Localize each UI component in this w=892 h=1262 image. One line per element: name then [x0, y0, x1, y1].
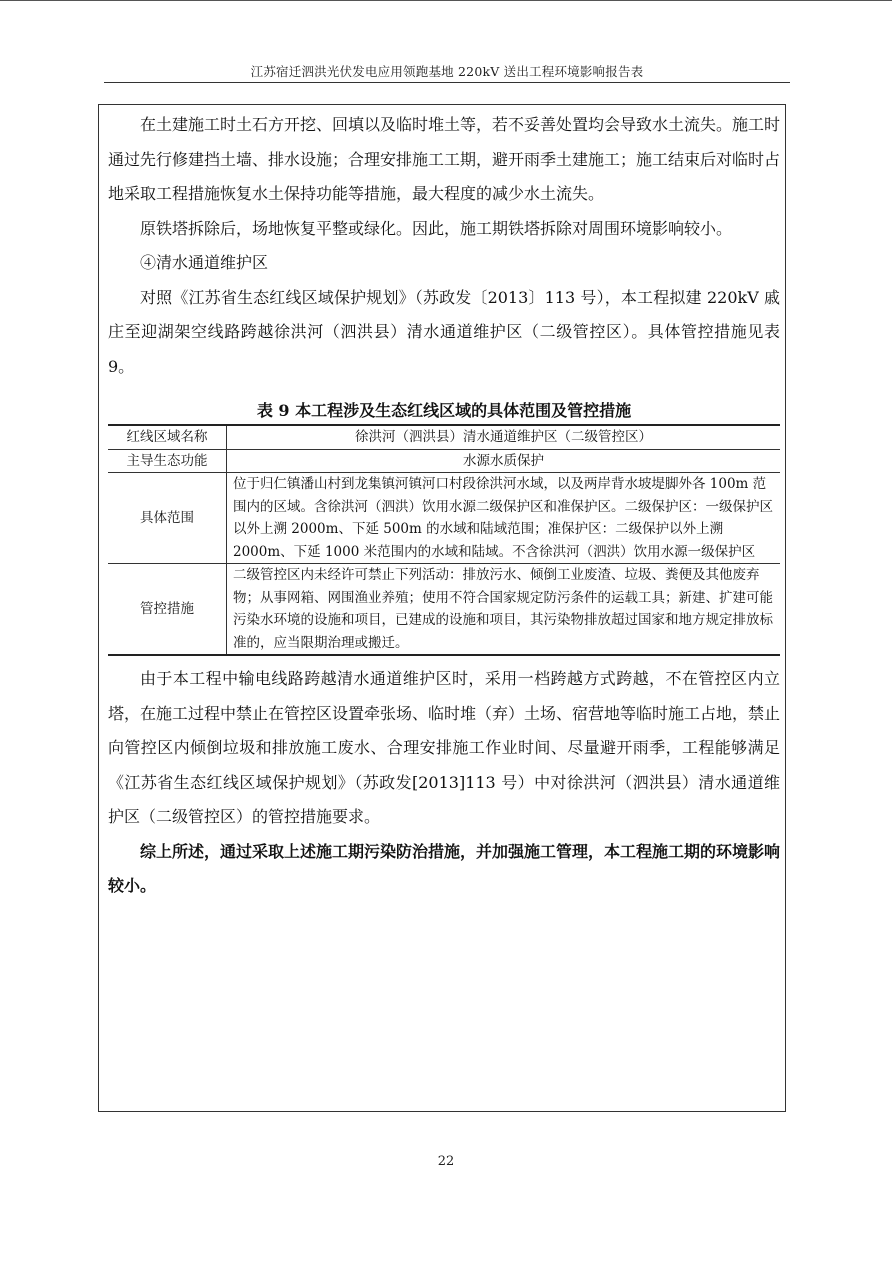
row-value: 水源水质保护: [227, 449, 781, 473]
row-label: 具体范围: [108, 473, 227, 564]
paragraph-crossing-measures: 由于本工程中输电线路跨越清水通道维护区时，采用一档跨越方式跨越，不在管控区内立塔，在施工过程中禁止在管控区设置牵张场、临时堆（弃）土场、宿营地等临时施工占地，禁止向管控区内倾倒垃圾和排放施工废水、合理安排施工作业时间、尽量避开雨季，工程能够满足《江苏省生态红线区域保护规划》（苏政发[2013]113 号）中对徐洪河（泗洪县）清水通道维护区（二级管控区）的管控措施要求。: [108, 669, 781, 826]
table-row: [108, 449, 780, 473]
paragraph-soil-erosion: 在土建施工时土石方开挖、回填以及临时堆土等，若不妥善处置均会导致水土流失。施工时通过先行修建挡土墙、排水设施；合理安排施工工期，避开雨季土建施工；施工结束后对临时占地采取工程措施恢复水土保持功能等措施，最大程度的减少水土流失。: [108, 115, 781, 203]
table-row: [108, 425, 780, 449]
ecological-redline-table: [108, 424, 780, 656]
row-value: 二级管控区内未经许可禁止下列活动：排放污水、倾倒工业废渣、垃圾、粪便及其他废弃物；从事网箱、网围渔业养殖；使用不符合国家规定防污条件的运载工具；新建、扩建可能污染水环境的设施和项目，已建成的设施和项目，其污染物排放超过国家和地方规定排放标准的，应当限期治理或搬迁。: [227, 564, 781, 656]
paragraph-conclusion: 综上所述，通过采取上述施工期污染防治措施，并加强施工管理，本工程施工期的环境影响较小。: [108, 841, 781, 895]
row-label: 主导生态功能: [108, 449, 227, 473]
top-border-line: [0, 0, 892, 1]
page-number: 22: [437, 1154, 455, 1169]
table-row: [108, 473, 780, 564]
header-rule: [104, 82, 790, 83]
content-body: [108, 108, 780, 904]
section-subheading: ④清水通道维护区: [140, 253, 269, 272]
row-value: 位于归仁镇潘山村到龙集镇河镇河口村段徐洪河水域，以及两岸背水坡堤脚外各 100m 范围内的区域。含徐洪河（泗洪）饮用水源二级保护区和准保护区。二级保护区：一级保护区以外上溯 2000m、下延 500m 的水域和陆域范围；准保护区：二级保护以外上溯 2000m、下延 1000 米范围内的水域和陆域。不含徐洪河（泗洪）饮用水源一级保护区: [227, 473, 781, 564]
paragraph-reference-plan: 对照《江苏省生态红线区域保护规划》（苏政发〔2013〕113 号），本工程拟建 220kV 戚庄至迎湖架空线路跨越徐洪河（泗洪县）清水通道维护区（二级管控区）。具体管控措施见表 9。: [108, 287, 780, 376]
row-value: 徐洪河（泗洪县）清水通道维护区（二级管控区）: [227, 425, 781, 449]
paragraph-tower-removal: 原铁塔拆除后，场地恢复平整或绿化。因此，施工期铁塔拆除对周围环境影响较小。: [140, 218, 733, 238]
row-label: 管控措施: [108, 564, 227, 656]
table-row: [108, 564, 780, 656]
row-label: 红线区域名称: [108, 425, 227, 449]
running-header: 江苏宿迁泗洪光伏发电应用领跑基地 220kV 送出工程环境影响报告表: [250, 64, 644, 79]
table-title: 表 9 本工程涉及生态红线区域的具体范围及管控措施: [256, 401, 632, 420]
